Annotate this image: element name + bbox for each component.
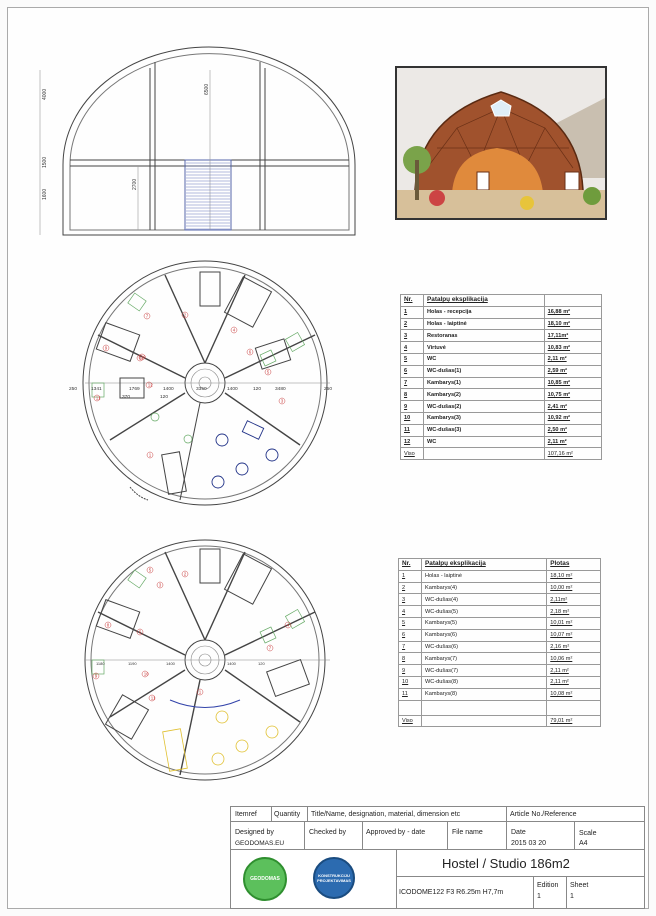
room-area: 2,11 m² — [544, 353, 601, 365]
room-area: 18,10 m² — [547, 570, 601, 582]
floor-plan-2-fixtures — [92, 567, 305, 674]
room-area: 2,18 m² — [547, 606, 601, 618]
room-name: WC-dušas(5) — [422, 606, 547, 618]
file-name-label: File name — [452, 829, 483, 836]
row-number: 2 — [399, 582, 422, 594]
room-number: 2 — [183, 312, 187, 318]
t2-header-area: Plotas — [547, 559, 601, 571]
row-number: 5 — [401, 353, 424, 365]
room-area: 2,11m² — [547, 594, 601, 606]
room-name: Holas - laiptinė — [422, 570, 547, 582]
table-row — [401, 401, 602, 413]
row-number: 3 — [401, 330, 424, 342]
row-number: 8 — [399, 653, 422, 665]
room-name: WC — [424, 353, 545, 365]
row-number: 1 — [399, 570, 422, 582]
row-number: 11 — [401, 424, 424, 436]
svg-text:250: 250 — [69, 387, 78, 392]
svg-text:250: 250 — [324, 387, 333, 392]
table-row — [401, 318, 602, 330]
svg-text:370: 370 — [122, 395, 131, 400]
t1-header-name: Patalpų eksplikacija — [424, 295, 545, 307]
table-row — [399, 629, 601, 641]
room-area: 10,83 m² — [544, 342, 601, 354]
row-number: 1 — [401, 306, 424, 318]
room-area: 2,59 m² — [544, 365, 601, 377]
title-name-label: Title/Name, designation, material, dimension etc — [311, 811, 461, 818]
room-number: 5 — [148, 567, 152, 573]
table-row — [399, 594, 601, 606]
room-area: 16,88 m² — [544, 306, 601, 318]
checked-by-label: Checked by — [309, 829, 346, 836]
row-number: 9 — [401, 401, 424, 413]
room-number: 3 — [158, 582, 162, 588]
room-number: 9 — [104, 345, 108, 351]
room-number: 9 — [94, 673, 98, 679]
svg-text:1400: 1400 — [227, 387, 238, 392]
t2-total-value: 79,01 m² — [547, 715, 601, 727]
room-number: 5 — [266, 369, 270, 375]
table-row — [399, 665, 601, 677]
explication-table-floor-2 — [398, 558, 601, 727]
room-number: 1 — [148, 452, 152, 458]
room-name: Kambarys(1) — [424, 377, 545, 389]
room-area: 10,01 m² — [547, 617, 601, 629]
date-value: 2015 03 20 — [511, 840, 547, 847]
sheet-label: Sheet — [570, 882, 589, 889]
room-area: 18,10 m² — [544, 318, 601, 330]
table-row — [399, 617, 601, 629]
table-row — [399, 676, 601, 688]
table-row — [401, 342, 602, 354]
designed-by-value: GEODOMAS.EU — [235, 840, 285, 847]
t1-total-value: 107,16 m² — [544, 448, 601, 460]
table-row — [399, 606, 601, 618]
row-number: 3 — [399, 594, 422, 606]
scale-value: A4 — [579, 840, 588, 847]
room-area: 2,16 m² — [547, 641, 601, 653]
table-row — [399, 582, 601, 594]
room-area: 2,41 m² — [544, 401, 601, 413]
room-name: Kambarys(6) — [422, 629, 547, 641]
room-name: Holas - recepcija — [424, 306, 545, 318]
table-row — [401, 365, 602, 377]
room-number: 10 — [140, 354, 146, 360]
svg-text:3480: 3480 — [275, 387, 286, 392]
room-area: 10,85 m² — [544, 377, 601, 389]
explication-table-floor-1 — [400, 294, 602, 460]
floor-plan-1-dims — [69, 386, 332, 400]
room-number: 11 — [95, 395, 101, 401]
room-name: Holas - laiptinė — [424, 318, 545, 330]
title-block — [230, 806, 645, 909]
svg-text:1400: 1400 — [163, 387, 174, 392]
edition-value: 1 — [537, 893, 541, 900]
room-name: Restoranas — [424, 330, 545, 342]
konstrukciju-logo: KONSTRUKCIJU PROJEKTAVIMAS — [313, 857, 355, 899]
table-row — [401, 436, 602, 448]
t1-total-label: Viso — [401, 448, 424, 460]
room-area: 10,75 m² — [544, 389, 601, 401]
room-name: WC-dušas(8) — [422, 676, 547, 688]
row-number: 6 — [399, 629, 422, 641]
svg-text:120: 120 — [258, 661, 265, 666]
floor-plan-2 — [85, 540, 330, 780]
svg-text:120: 120 — [160, 395, 169, 400]
room-name: Kambarys(5) — [422, 617, 547, 629]
room-name: Kambarys(2) — [424, 389, 545, 401]
floor-plan-2-dims — [96, 661, 265, 666]
table-row — [401, 424, 602, 436]
floor-plan-1-fixtures — [92, 293, 305, 443]
elev-dim-2: 1500 — [42, 156, 48, 168]
row-number: 7 — [399, 641, 422, 653]
room-area: 2,11 m² — [547, 676, 601, 688]
row-number: 6 — [401, 365, 424, 377]
room-area: 2,11 m² — [547, 665, 601, 677]
t1-header-nr: Nr. — [401, 295, 424, 307]
room-number: 7 — [145, 313, 149, 319]
row-number: 9 — [399, 665, 422, 677]
room-area: 17,11m² — [544, 330, 601, 342]
itemref-label: Itemref — [235, 811, 257, 818]
row-number: 2 — [401, 318, 424, 330]
room-number: 8 — [138, 355, 142, 361]
room-name: WC-dušas(2) — [424, 401, 545, 413]
room-name: Kambarys(4) — [422, 582, 547, 594]
room-area: 10,92 m² — [544, 412, 601, 424]
room-number: 10 — [143, 671, 149, 677]
table-row — [401, 306, 602, 318]
floor-plan-1-furniture — [212, 421, 278, 488]
elev-dim-1: 4000 — [42, 88, 48, 100]
room-name: Kambarys(8) — [422, 688, 547, 700]
row-number: 4 — [399, 606, 422, 618]
t2-total-label: Viso — [399, 715, 422, 727]
room-area: 10,08 m² — [547, 688, 601, 700]
table-row — [399, 570, 601, 582]
room-number: 11 — [150, 695, 156, 701]
t2-header-name: Patalpų eksplikacija — [422, 559, 547, 571]
table-row — [401, 330, 602, 342]
table-row — [401, 377, 602, 389]
room-name: WC-dušas(6) — [422, 641, 547, 653]
svg-text:120: 120 — [253, 387, 262, 392]
table-row — [399, 688, 601, 700]
dome-photo — [395, 66, 607, 220]
row-number: 11 — [399, 688, 422, 700]
room-number: 6 — [248, 349, 252, 355]
room-area: 10,00 m² — [547, 582, 601, 594]
elev-dim-3: 1600 — [42, 188, 48, 200]
dome-illustration — [397, 68, 605, 218]
room-number: 3 — [280, 398, 284, 404]
table-row — [399, 653, 601, 665]
svg-text:3350: 3350 — [196, 387, 207, 392]
t2-header-nr: Nr. — [399, 559, 422, 571]
row-number: 7 — [401, 377, 424, 389]
elev-dim-5: 2700 — [132, 178, 138, 190]
row-number: 8 — [401, 389, 424, 401]
row-number: 10 — [399, 676, 422, 688]
room-name: Virtuvė — [424, 342, 545, 354]
room-number: 7 — [268, 645, 272, 651]
svg-text:1190: 1190 — [128, 661, 137, 666]
room-number: 1 — [198, 689, 202, 695]
row-number: 12 — [401, 436, 424, 448]
article-label: Article No./Reference — [510, 811, 577, 818]
svg-text:1180: 1180 — [96, 661, 105, 666]
table-row — [399, 641, 601, 653]
date-label: Date — [511, 829, 526, 836]
room-name: WC-dušas(7) — [422, 665, 547, 677]
room-area: 10,07 m² — [547, 629, 601, 641]
elevation-section — [40, 47, 355, 235]
room-area: 2,50 m² — [544, 424, 601, 436]
row-number: 4 — [401, 342, 424, 354]
drawing-title: Hostel / Studio 186m2 — [442, 856, 570, 871]
table-row — [401, 389, 602, 401]
room-name: Kambarys(7) — [422, 653, 547, 665]
elev-dim-4: 6500 — [204, 83, 210, 95]
room-name: WC-dušas(4) — [422, 594, 547, 606]
room-number: 4 — [286, 622, 290, 628]
row-number: 5 — [399, 617, 422, 629]
room-number: 4 — [232, 327, 236, 333]
edition-label: Edition — [537, 882, 559, 889]
room-area: 10,06 m² — [547, 653, 601, 665]
room-name: WC — [424, 436, 545, 448]
floor-plan-2-yellow — [163, 711, 278, 771]
table-row — [401, 353, 602, 365]
table-row — [401, 412, 602, 424]
svg-text:1769: 1769 — [129, 387, 140, 392]
room-number: 6 — [138, 629, 142, 635]
scale-label: Scale — [579, 830, 597, 837]
row-number: 10 — [401, 412, 424, 424]
drawing-code: ICODOME122 F3 R6.25m H7,7m — [399, 889, 504, 896]
svg-text:1400: 1400 — [227, 661, 236, 666]
svg-text:1341: 1341 — [91, 387, 102, 392]
room-name: WC-dušas(3) — [424, 424, 545, 436]
room-area: 2,11 m² — [544, 436, 601, 448]
approved-by-label: Approved by - date — [366, 829, 426, 836]
room-number: 12 — [147, 382, 153, 388]
geodomas-logo: GEODOMAS — [243, 857, 287, 901]
svg-text:1400: 1400 — [166, 661, 175, 666]
room-number: 2 — [183, 571, 187, 577]
room-number: 8 — [106, 622, 110, 628]
room-name: WC-dušas(1) — [424, 365, 545, 377]
room-name: Kambarys(3) — [424, 412, 545, 424]
sheet-value: 1 — [570, 893, 574, 900]
quantity-label: Quantity — [274, 811, 301, 818]
floor-plan-1 — [83, 261, 333, 505]
t1-header-area — [544, 295, 601, 307]
designed-by-label: Designed by — [235, 829, 274, 836]
